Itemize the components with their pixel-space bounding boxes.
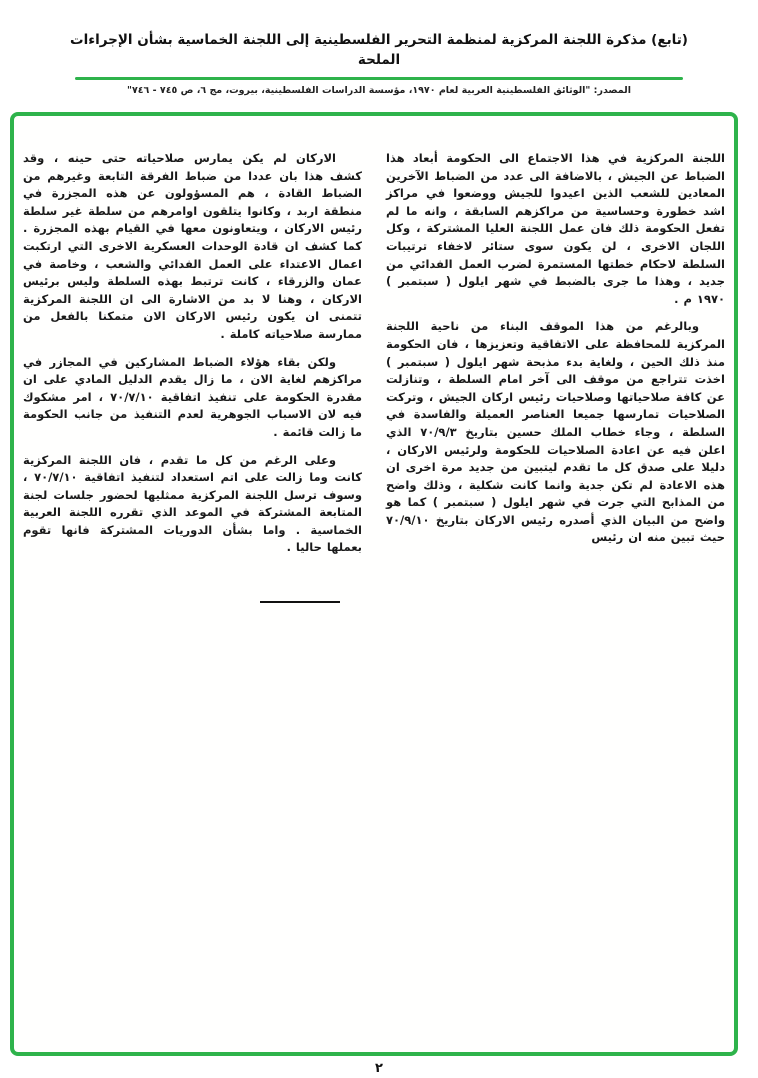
- paragraph: ولكن بقاء هؤلاء الضباط المشاركين في المجازر في مراكزهم لغاية الان ، ما زال يقدم الدليل المادي على ان مقدرة الحكومة على تنفيذ اتفاقية ٧٠/٧/١٠ ، امر مشكوك فيه لان الاسباب الجوهرية لعدم التنفيذ من جانب الحكومة ما زالت قائمة .: [23, 354, 363, 439]
- source-line: المصدر: "الوثائق الفلسطينية العربية لعام ١٩٧٠، مؤسسة الدراسات الفلسطينية، بيروت، مج ٦، ص ٧٤٥ - ٧٤٦": [127, 84, 631, 96]
- paragraph: الاركان لم يكن يمارس صلاحياته حتى حينه ، وقد كشف هذا بان عددا من ضباط الفرقة التابعة وغيرهم من الضباط القادة ، هم المسؤولون عن هذه المجزرة في منطقة اربد ، وكانوا يتلقون اوامرهم من سلطة غير سلطة رئيس الاركان ، ويتعاونون معها في القيام بهذه المجزرة . كما كشف ان قادة الوحدات العسكرية الاخرى التي ارتكبت اعمال الاعتداء على العمل الفدائي والشعب ، وخاصة في عمان والزرقاء ، كانت ترتبط بهذه السلطة وليس برئيس الاركان ، وهنا لا بد من الاشارة الى ان اللجنة المركزية تتمنى ان يكون رئيس الاركان الان متمكنا بالفعل من ممارسة صلاحياته كاملة .: [23, 151, 362, 341]
- page-number: ٢: [375, 1061, 383, 1076]
- paragraph: وعلى الرغم من كل ما تقدم ، فان اللجنة المركزية كانت وما زالت على اتم استعداد لتنفيذ اتفاقية ٧٠/٧/١٠ ، وسوف ترسل اللجنة المركزية ممثليها لحضور جلسات لجنة المتابعة المشتركة في الموعد الذي تقرره اللجنة العربية الخماسية . واما بشأن الدوريات المشتركة فانها تقوم بعملها حاليا .: [23, 452, 362, 555]
- page-title: (تابع) مذكرة اللجنة المركزية لمنظمة التحرير الفلسطينية إلى اللجنة الخماسية بشأن الإجراءات الملحة: [70, 32, 688, 69]
- paragraph: اللجنة المركزية في هذا الاجتماع الى الحكومة أبعاد هذا الضباط عن الجيش ، بالاضافة الى عدد من الضباط الآخرين المعادين للشعب الذين اعيدوا للجيش ووضعوا في مراكز اشد خطورة وحساسية من مراكزهم السابقة ، وانه ما لم تفعل الحكومة ذلك فان عمل اللجنة العليا المشتركة ، وكل اللجان الاخرى ، لن يكون سوى ستائر لاخفاء ترتيبات السلطة لاحكام خطتها المستمرة لضرب العمل الفدائي من جديد ، وهذا ما جرى بالضبط في شهر ايلول ( سبتمبر ) ١٩٧٠ م .: [386, 151, 725, 306]
- document-header: [0, 0, 758, 96]
- paragraph: وبالرغم من هذا الموقف البناء من ناحية اللجنة المركزية للمحافظة على الاتفاقية وتعزيزها ، فان الحكومة منذ ذلك الحين ، ولغاية بدء مذبحة شهر ايلول ( سبتمبر ) اخذت تتراجع من موقف الى آخر امام السلطة ، وتنازلت عن كافة صلاحياتها وصلاحيات رئيس اركان الجيش ، وتركت الصلاحيات تمارسها جميعا العناصر العميلة والفاسدة في السلطة ، وجاء خطاب الملك حسين بتاريخ ٧٠/٩/٣ الذي اعلن فيه عن اعادة الصلاحيات للحكومة ولرئيس الاركان ، دليلا على صدق كل ما تقدم ليتبين من جديد مرة اخرى ان هذه الاعادة لم تكن جدية وانما كانت شكلية ، وذلك واضح من المذابح التي جرت في شهر ايلول ( سبتمبر ) كما هو واضح من البيان الذي أصدره رئيس الاركان بتاريخ ٧٠/٩/١٠ حيث تبين منه ان رئيس: [386, 319, 725, 545]
- two-column-body: [14, 116, 734, 603]
- title-underline: [75, 77, 683, 80]
- content-frame: [10, 112, 738, 1056]
- right-column: [386, 150, 725, 603]
- left-column: [23, 150, 362, 603]
- end-divider: [260, 601, 340, 603]
